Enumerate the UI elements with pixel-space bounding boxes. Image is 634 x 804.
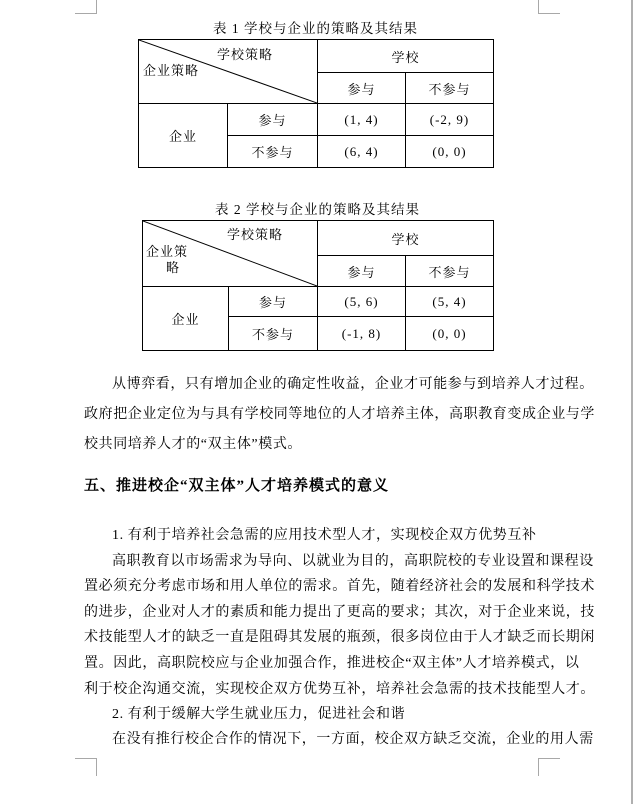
table1-row-label-participate: 参与 [228,104,318,136]
table1-row-label-not-participate: 不参与 [228,136,318,168]
section-heading: 五、推进校企“双主体”人才培养模式的意义 [84,478,390,494]
body-text-line: 从博弈看，只有增加企业的确定性收益，企业才可能参与到培养人才过程。 [112,377,594,392]
table1-column-group-school: 学校 [318,40,494,73]
table2-title: 表 2 学校与企业的策略及其结果 [215,202,420,217]
table2-school-strategy-label: 学校策略 [227,227,284,242]
body-text-line: 置。因此，高职院校应与企业加强合作，推进校企“双主体”人才培养模式，以 [84,656,580,671]
table2-payoff-cell-r1c2: (5, 4) [406,287,494,317]
page-right-edge-line [631,0,633,804]
table2-row-label-not-participate: 不参与 [229,317,318,351]
table1-row-group-enterprise: 企业 [139,104,228,168]
body-text-line: 的进步，企业对人才的素质和能力提出了更高的要求；其次，对于企业来说，技 [84,605,595,620]
margin-corner-mark-bottom-right [538,758,560,776]
table1-column-header-not-participate: 不参与 [406,73,494,104]
table1-diagonal-header-cell [139,40,318,104]
table2-payoff-matrix [142,220,494,351]
table2-enterprise-strategy-label-line1: 企业策 [146,244,189,259]
table1-payoff-cell-r1c1: (1, 4) [318,104,406,136]
table2-payoff-cell-r2c1: (-1, 8) [318,317,406,351]
table1-column-header-participate: 参与 [318,73,406,104]
table2-row-label-participate: 参与 [229,287,318,317]
table1-payoff-matrix [138,39,494,168]
margin-corner-mark-top-right [538,0,560,14]
body-text-line: 2. 有利于缓解大学生就业压力，促进社会和谐 [112,707,406,722]
table2-row-group-enterprise: 企业 [143,287,229,351]
table2-column-header-not-participate: 不参与 [406,256,494,287]
body-text-line: 校共同培养人才的“双主体”模式。 [84,437,303,452]
table1-payoff-cell-r2c1: (6, 4) [318,136,406,168]
table2-enterprise-strategy-label-line2: 略 [166,260,181,275]
body-text-line: 1. 有利于培养社会急需的应用技术型人才，实现校企双方优势互补 [112,528,537,543]
body-text-line: 术技能型人才的缺乏一直是阻碍其发展的瓶颈，很多岗位由于人才缺乏而长期闲 [84,630,595,645]
table1-enterprise-strategy-label: 企业策略 [143,63,200,78]
table2-column-group-school: 学校 [318,221,494,256]
table2-payoff-cell-r1c1: (5, 6) [318,287,406,317]
body-text-line: 政府把企业定位为与具有学校同等地位的人才培养主体，高职教育变成企业与学 [84,407,595,422]
body-text-line: 在没有推行校企合作的情况下，一方面，校企双方缺乏交流，企业的用人需 [112,732,594,747]
table1-title: 表 1 学校与企业的策略及其结果 [213,21,418,36]
table1-payoff-cell-r2c2: (0, 0) [406,136,494,168]
body-text-line: 置必须充分考虑市场和用人单位的需求。首先，随着经济社会的发展和科学技术 [84,579,595,594]
table2-diagonal-header-cell [143,221,318,287]
table2-payoff-cell-r2c2: (0, 0) [406,317,494,351]
table2-column-header-participate: 参与 [318,256,406,287]
margin-corner-mark-bottom-left [75,758,97,776]
margin-corner-mark-top-left [75,0,97,14]
body-text-line: 利于校企沟通交流，实现校企双方优势互补，培养社会急需的技术技能型人才。 [84,682,595,697]
table1-school-strategy-label: 学校策略 [217,47,274,62]
body-text-line: 高职教育以市场需求为导向、以就业为目的，高职院校的专业设置和课程设 [112,554,594,569]
table1-payoff-cell-r1c2: (-2, 9) [406,104,494,136]
